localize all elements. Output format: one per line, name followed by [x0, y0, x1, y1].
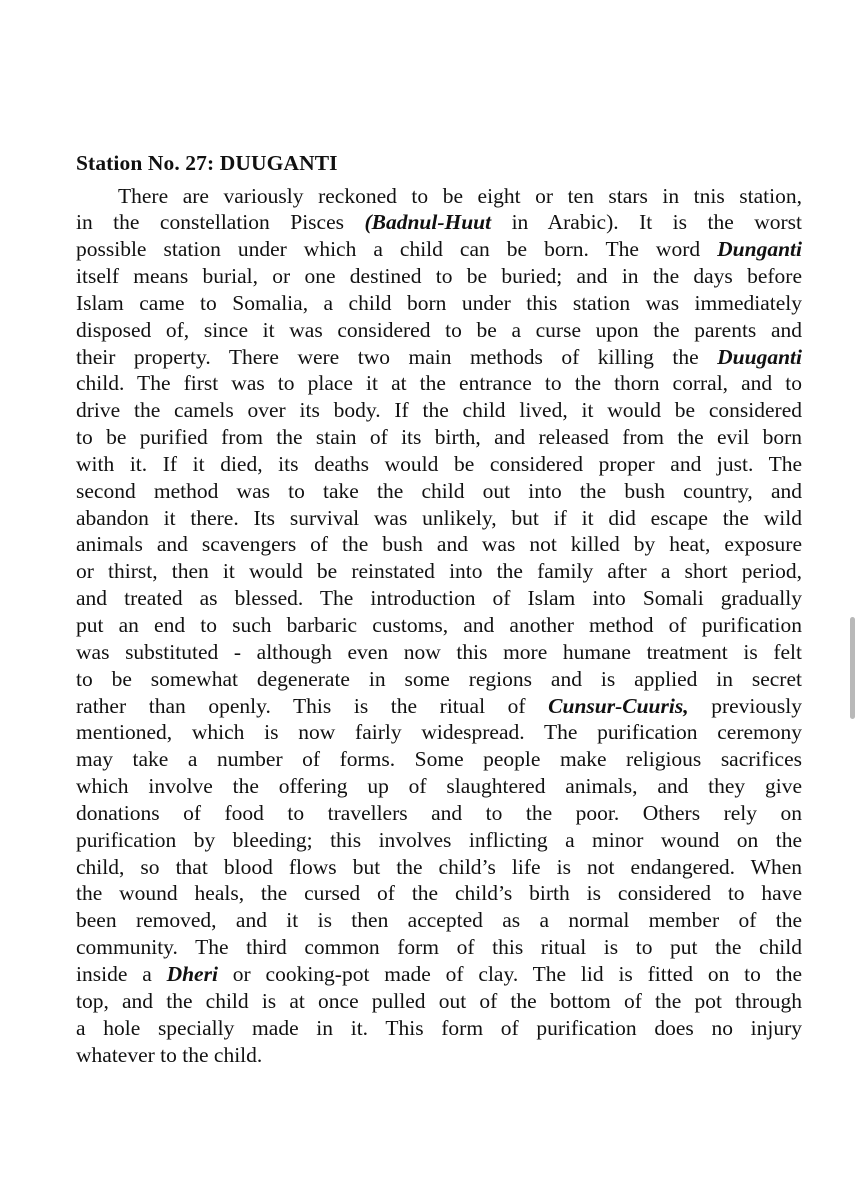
text-segment: and treated as blessed. The introduction of Islam into Somali gradually	[76, 586, 802, 611]
text-segment: There are variously reckoned to be eight or ten stars in tnis station,	[118, 183, 802, 208]
text-line	[76, 719, 802, 746]
text-segment: Islam came to Somalia, a child born under this station was immediately	[76, 290, 802, 315]
text-segment: to be purified from the stain of its birth, and released from the evil born	[76, 425, 802, 450]
text-line	[76, 612, 802, 639]
text-line	[76, 907, 802, 934]
text-segment: child, so that blood flows but the child’s life is not endangered. When	[76, 854, 802, 879]
section-heading: Station No. 27: DUUGANTI	[76, 151, 338, 175]
text-line	[76, 961, 802, 988]
text-segment: may take a number of forms. Some people make religious sacrifices	[76, 747, 802, 772]
vertical-scrollbar[interactable]	[850, 617, 855, 719]
text-segment: donations of food to travellers and to the poor. Others rely on	[76, 800, 802, 825]
text-line	[76, 558, 802, 585]
body-paragraph	[76, 183, 802, 1069]
text-line	[76, 263, 802, 290]
text-line	[76, 478, 802, 505]
text-line	[76, 451, 802, 478]
text-segment: abandon it there. Its survival was unlikely, but if it did escape the wild	[76, 505, 802, 530]
text-line	[76, 1042, 802, 1069]
italic-term: Duuganti	[717, 344, 802, 369]
text-segment: mentioned, which is now fairly widespread. The purification ceremony	[76, 720, 802, 745]
text-segment: possible station under which a child can be born. The word	[76, 237, 718, 262]
text-line	[76, 290, 802, 317]
text-line	[76, 424, 802, 451]
text-line	[76, 693, 802, 720]
text-segment: to be somewhat degenerate in some regions and is applied in secret	[76, 666, 802, 691]
text-line	[76, 209, 802, 236]
text-segment: animals and scavengers of the bush and was not killed by heat, exposure	[76, 532, 802, 557]
italic-term: Cunsur-Cuuris,	[548, 693, 689, 718]
text-line	[76, 827, 802, 854]
text-segment: or thirst, then it would be reinstated into the family after a short period,	[76, 559, 802, 584]
text-line	[76, 397, 802, 424]
text-segment: the wound heals, the cursed of the child’s birth is considered to have	[76, 881, 802, 906]
text-line	[76, 236, 802, 263]
text-segment: been removed, and it is then accepted as a normal member of the	[76, 908, 802, 933]
text-line	[76, 344, 802, 371]
text-segment: a hole specially made in it. This form of purification does no injury	[76, 1015, 802, 1040]
text-line	[76, 585, 802, 612]
text-segment: inside a	[76, 961, 167, 986]
text-segment: in the constellation Pisces	[76, 210, 365, 235]
text-line	[76, 183, 802, 210]
text-segment: or cooking-pot made of clay. The lid is fitted on to the	[217, 961, 802, 986]
text-line	[76, 531, 802, 558]
text-line	[76, 1015, 802, 1042]
text-segment: child. The first was to place it at the entrance to the thorn corral, and to	[76, 371, 802, 396]
text-segment: put an end to such barbaric customs, and another method of purification	[76, 613, 802, 637]
text-segment: their property. There were two main methods of killing the	[76, 344, 718, 369]
text-line	[76, 854, 802, 881]
text-line	[76, 773, 802, 800]
text-segment: which involve the offering up of slaughtered animals, and they give	[76, 774, 802, 799]
text-segment: in Arabic). It is the worst	[491, 210, 802, 235]
text-line	[76, 505, 802, 532]
text-segment: drive the camels over its body. If the child lived, it would be considered	[76, 398, 802, 423]
text-segment: disposed of, since it was considered to be a curse upon the parents and	[76, 317, 802, 342]
text-segment: whatever to the child.	[76, 1042, 263, 1067]
text-segment: second method was to take the child out into the bush country, and	[76, 478, 802, 503]
text-segment: previously	[688, 693, 802, 718]
text-line	[76, 880, 802, 907]
text-segment: with it. If it died, its deaths would be considered proper and just. The	[76, 451, 802, 476]
text-segment: was substituted - although even now this more humane treatment is felt	[76, 639, 802, 664]
text-line	[76, 666, 802, 693]
italic-term: (Badnul-Huut	[364, 210, 492, 235]
text-line	[76, 317, 802, 344]
text-line	[76, 370, 802, 397]
text-segment: top, and the child is at once pulled out of the bottom of the pot through	[76, 988, 802, 1013]
text-segment: community. The third common form of this ritual is to put the child	[76, 935, 802, 960]
italic-term: Dunganti	[717, 237, 802, 262]
text-line	[76, 746, 802, 773]
text-segment: itself means burial, or one destined to be buried; and in the days before	[76, 264, 802, 289]
text-segment: rather than openly. This is the ritual of	[76, 693, 549, 718]
text-line	[76, 988, 802, 1015]
italic-term: Dheri	[166, 961, 218, 986]
text-line	[76, 639, 802, 666]
text-line	[76, 800, 802, 827]
text-segment: purification by bleeding; this involves inflicting a minor wound on the	[76, 827, 802, 852]
text-line	[76, 934, 802, 961]
